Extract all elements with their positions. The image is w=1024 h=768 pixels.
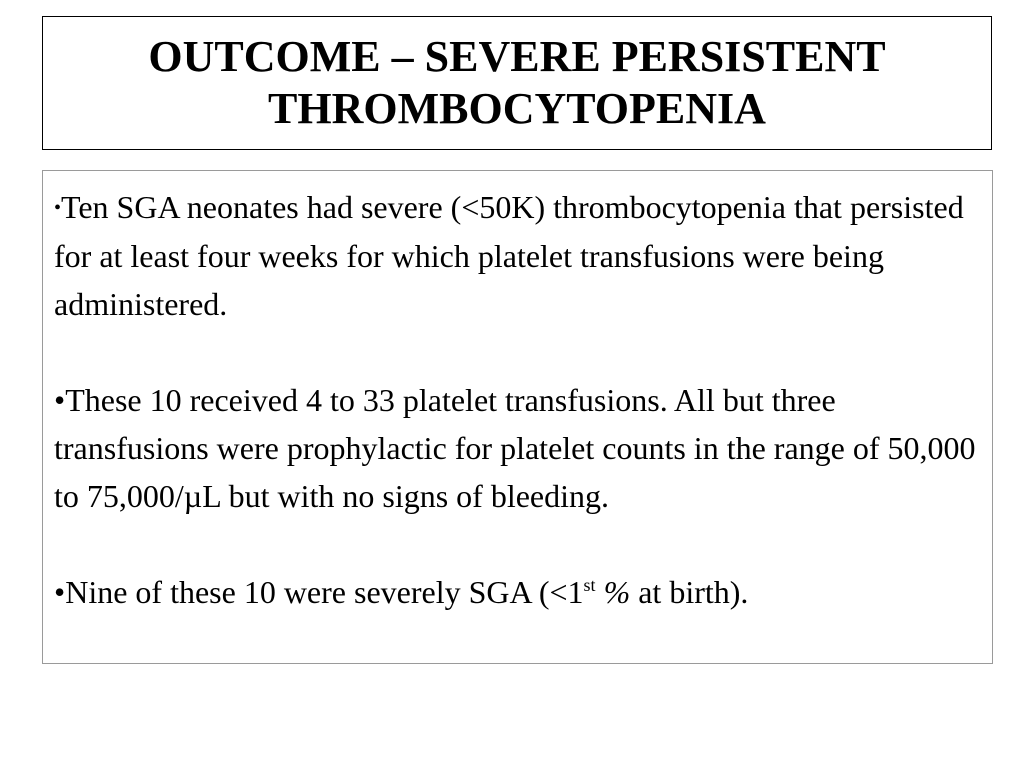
bullet-item-1 [54, 183, 982, 328]
slide-title-box [42, 16, 992, 150]
bullet-text-2: These 10 received 4 to 33 platelet transfusions. All but three transfusions were prophylactic for platelet counts in the range of 50,000 to 75,000/µL but with no signs of bleeding. [54, 382, 976, 514]
bullet-text-3-superscript: st [583, 575, 596, 595]
slide-content-box [42, 170, 993, 664]
bullet-text-3-percent: % [595, 574, 631, 610]
bullet-item-3 [54, 568, 982, 616]
slide-title-line-1: OUTCOME – SEVERE PERSISTENT [148, 32, 886, 81]
bullet-item-2 [54, 376, 982, 520]
bullet-text-3-after: at birth). [630, 574, 749, 610]
slide-title [148, 31, 885, 135]
bullet-icon: • [54, 197, 62, 219]
slide-title-line-2: THROMBOCYTOPENIA [268, 84, 766, 133]
bullet-icon: • [54, 382, 66, 418]
bullet-text-1: Ten SGA neonates had severe (<50K) thrombocytopenia that persisted for at least four weeks for which platelet transfusions were being administered. [54, 189, 964, 322]
bullet-text-3-before: Nine of these 10 were severely SGA (<1 [65, 574, 584, 610]
bullet-icon: • [54, 574, 66, 610]
